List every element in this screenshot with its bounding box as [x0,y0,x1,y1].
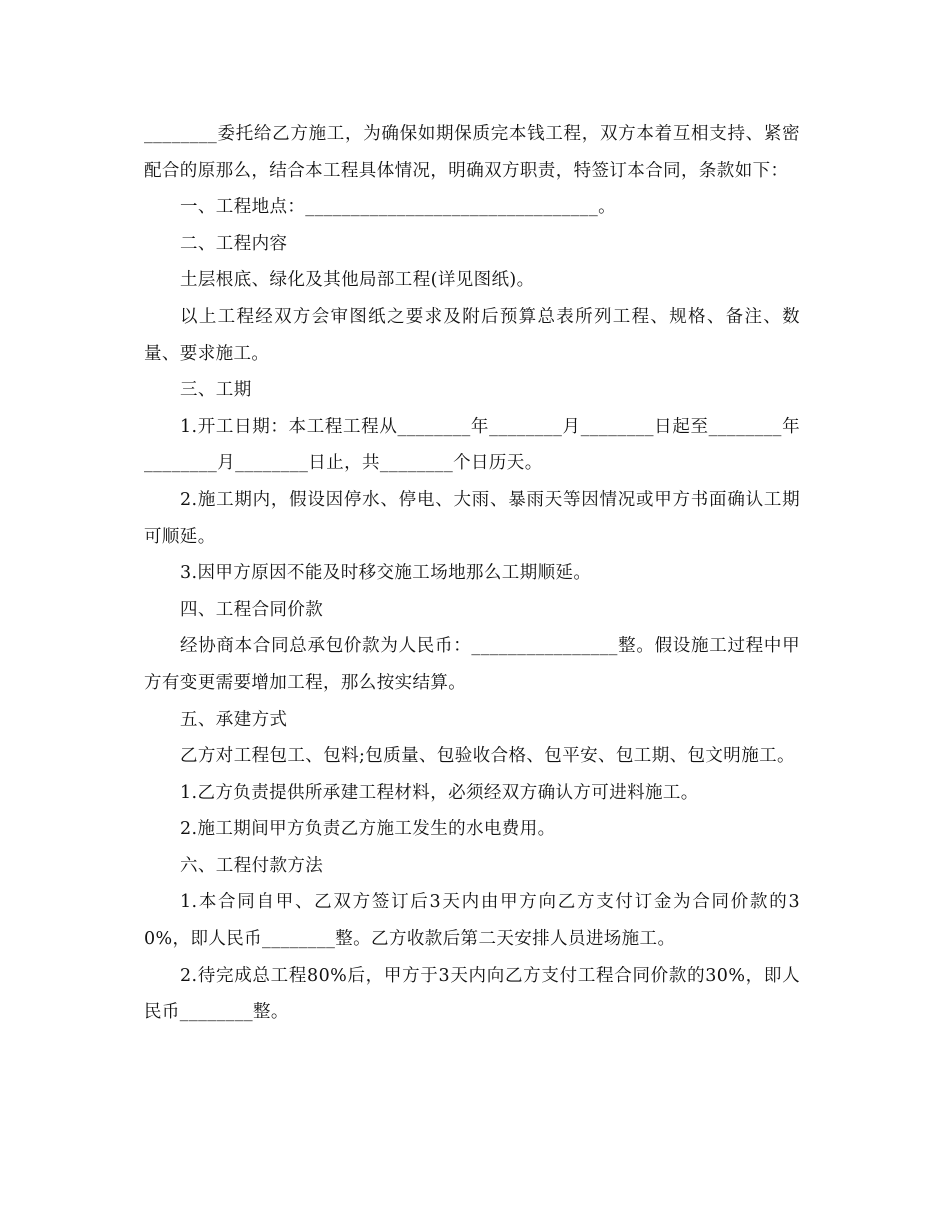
mode-paragraph-1: 乙方对工程包工、包料;包质量、包验收合格、包平安、包工期、包文明施工。 [180,746,795,767]
price-paragraph-1: 经协商本合同总承包价款为人民币：________________整。假设施工过程中甲方有变更需要增加工程，那么按实结算。 [144,636,800,693]
period-paragraph-1: 1.开工日期：本工程工程从________年________月________日起至________年________月________日止，共________个日历天。 [144,416,800,474]
period-paragraph-2: 2.施工期内，假设因停水、停电、大雨、暴雨天等因情况或甲方书面确认工期可顺延。 [144,489,800,547]
content-paragraph-2: 以上工程经双方会审图纸之要求及附后预算总表所列工程、规格、备注、数量、要求施工。 [144,306,800,364]
section-heading-payment: 六、工程付款方法 [180,855,324,876]
mode-paragraph-2: 1.乙方负责提供所承建工程材料，必须经双方确认方可进料施工。 [180,782,699,803]
section-heading-price: 四、工程合同价款 [180,599,324,620]
section-heading-mode: 五、承建方式 [180,709,288,730]
payment-paragraph-2: 2.待完成总工程80%后，甲方于3天内向乙方支付工程合同价款的30%，即人民币________整。 [144,965,800,1023]
section-heading-period: 三、工期 [180,380,252,401]
content-paragraph-1: 土层根底、绿化及其他局部工程(详见图纸)。 [180,270,535,291]
section-heading-content: 二、工程内容 [180,233,288,254]
contract-page [144,116,800,1031]
period-paragraph-3: 3.因甲方原因不能及时移交施工场地那么工期顺延。 [180,563,592,584]
payment-paragraph-1: 1.本合同自甲、乙双方签订后3天内由甲方向乙方支付订金为合同价款的30%，即人民币________整。乙方收款后第二天安排人员进场施工。 [144,892,800,950]
intro-paragraph: ________委托给乙方施工，为确保如期保质完本钱工程，双方本着互相支持、紧密配合的原那么，结合本工程具体情况，明确双方职责，特签订本合同，条款如下： [144,124,800,181]
mode-paragraph-3: 2.施工期间甲方负责乙方施工发生的水电费用。 [180,819,556,840]
section-location: 一、工程地点：________________________________。 [180,197,616,218]
